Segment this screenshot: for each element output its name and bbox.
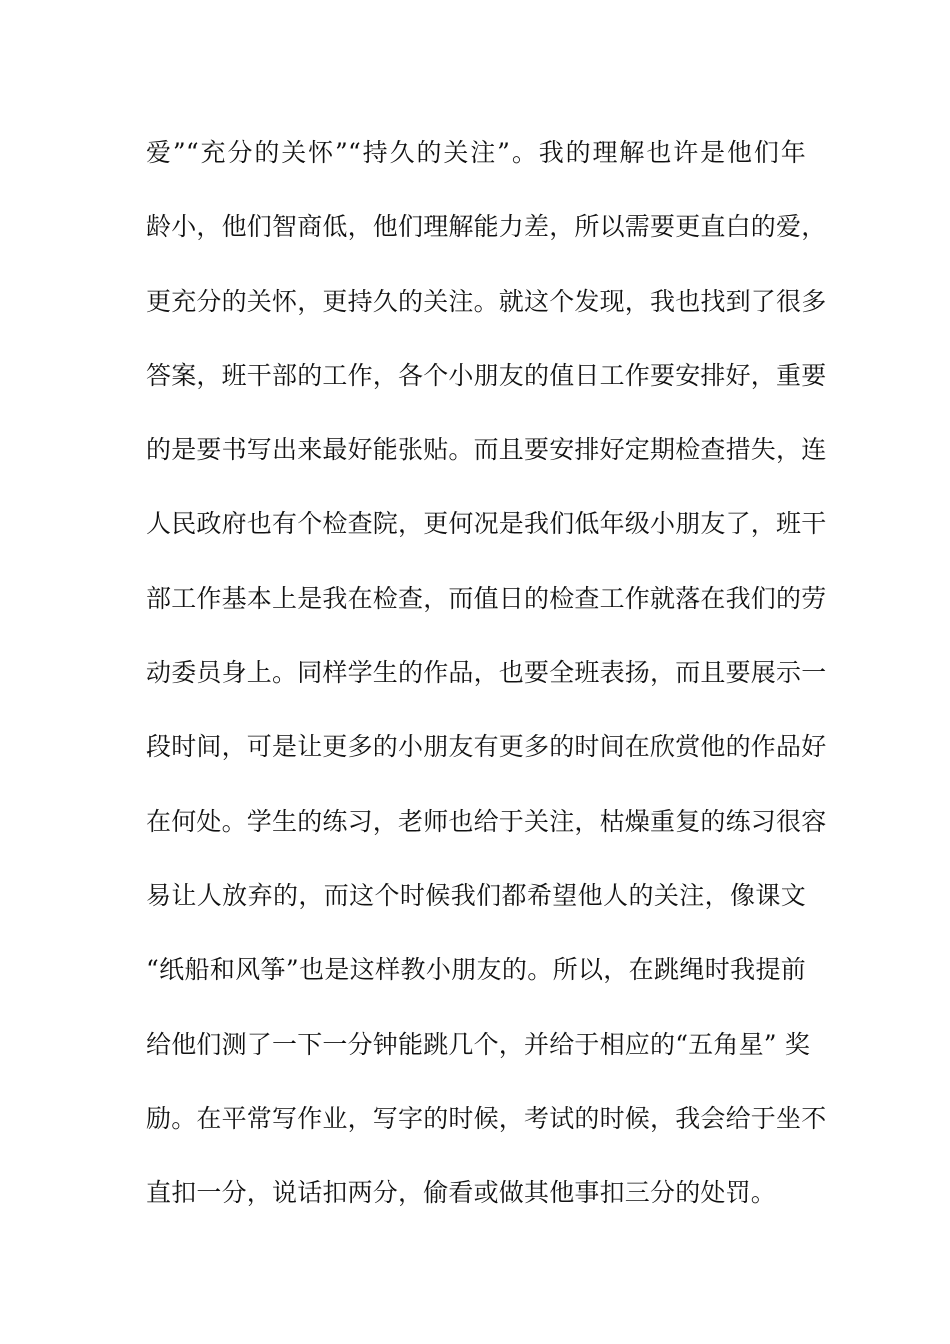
body-text (146, 125, 827, 1239)
text-line: 爱”“充分的关怀”“持久的关注”。我的理解也许是他们年 (146, 138, 806, 167)
text-line: 段时间，可是让更多的小朋友有更多的时间在欣赏他的作品好 (146, 732, 827, 762)
text-line: 龄小，他们智商低，他们理解能力差，所以需要更直白的爱， (146, 212, 827, 242)
text-line: 动委员身上。同样学生的作品，也要全班表扬，而且要展示一 (146, 658, 827, 688)
text-line: 给他们测了一下一分钟能跳几个，并给于相应的“五角星” 奖 (146, 1029, 811, 1059)
text-line: 部工作基本上是我在检查，而值日的检查工作就落在我们的劳 (146, 583, 827, 613)
text-line: 在何处。学生的练习，老师也给于关注，枯燥重复的练习很容 (146, 806, 827, 836)
text-line-last: 直扣一分，说话扣两分，偷看或做其他事扣三分的处罚。 (146, 1178, 777, 1208)
text-line: 励。在平常写作业，写字的时候，考试的时候，我会给于坐不 (146, 1103, 827, 1133)
text-line: 更充分的关怀，更持久的关注。就这个发现，我也找到了很多 (146, 286, 827, 316)
text-line: “纸船和风筝”也是这样教小朋友的。所以，在跳绳时我提前 (146, 955, 806, 985)
text-line: 的是要书写出来最好能张贴。而且要安排好定期检查措失，连 (146, 435, 827, 465)
text-line: 人民政府也有个检查院，更何况是我们低年级小朋友了，班干 (146, 509, 827, 539)
text-line: 易让人放弃的，而这个时候我们都希望他人的关注，像课文 (146, 880, 806, 910)
text-line: 答案，班干部的工作，各个小朋友的值日工作要安排好，重要 (146, 360, 827, 390)
